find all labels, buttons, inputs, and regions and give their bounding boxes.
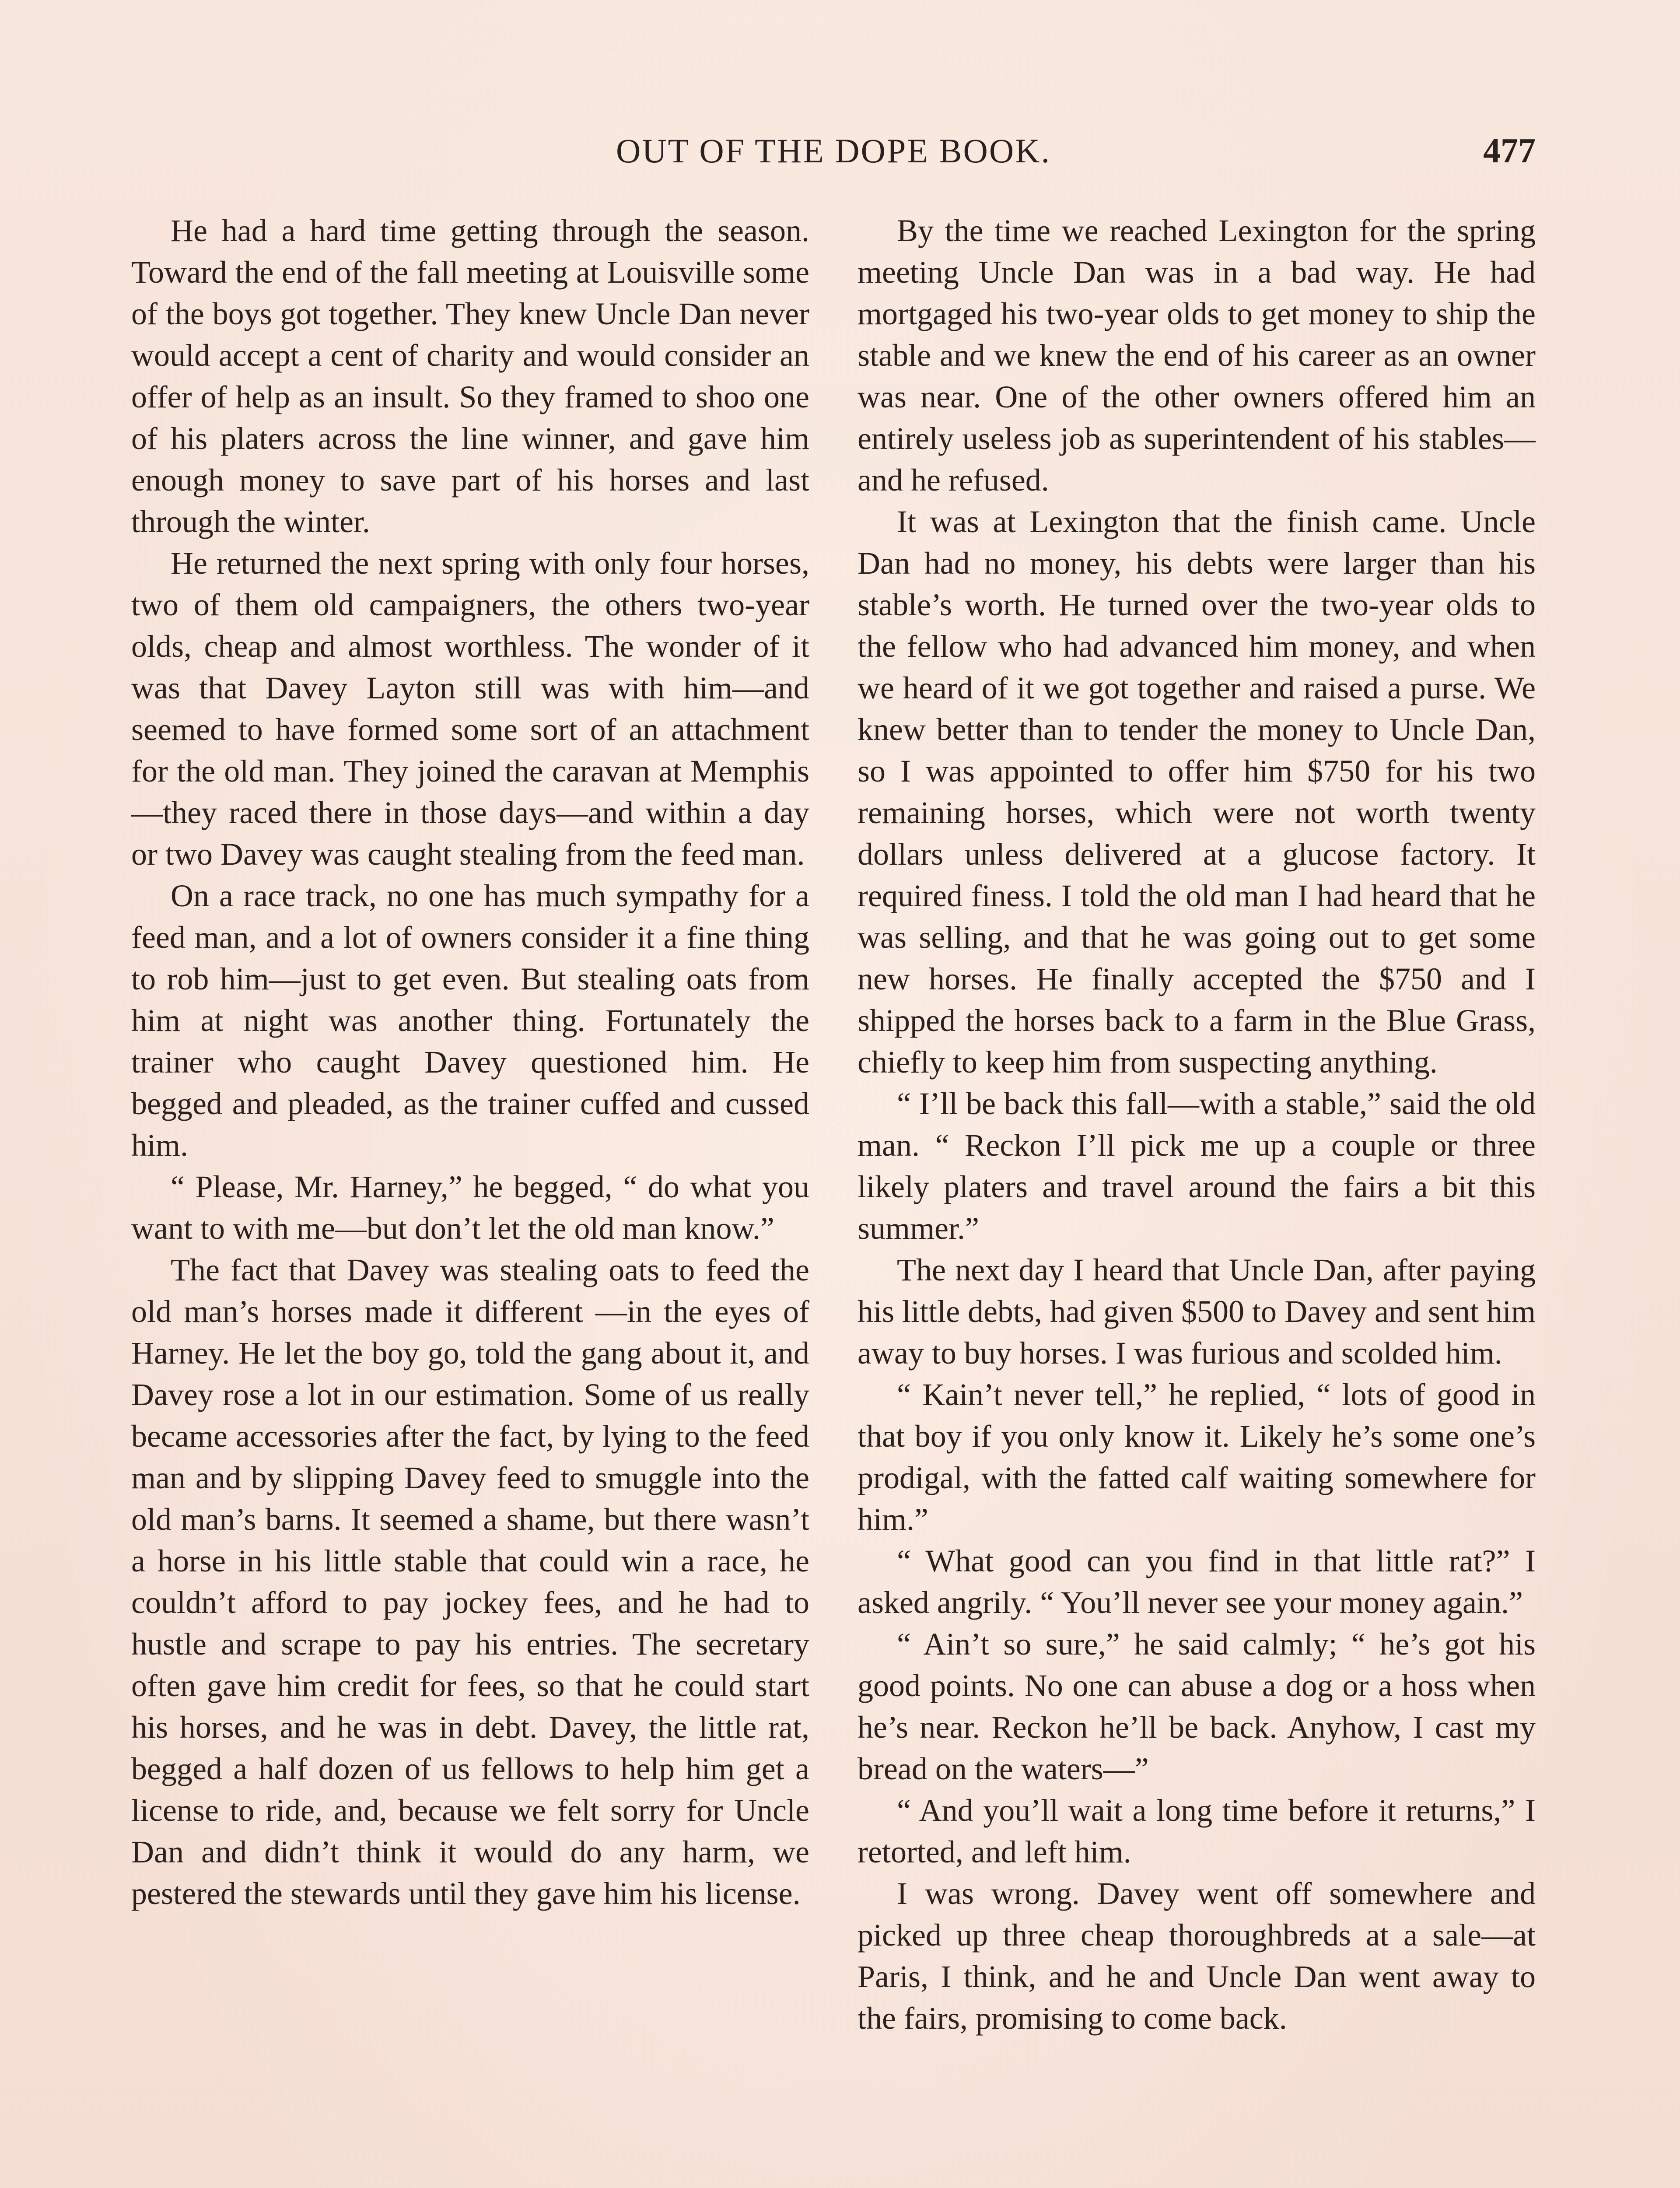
paragraph: “ Ain’t so sure,” he said calmly; “ he’s got his good points. No one can abuse a dog or a hoss when he’s near. Reckon he’ll be back. Anyhow, I cast my bread on the waters—” [858,1627,1536,1786]
paragraph: The fact that Davey was stealing oats to feed the old man’s horses made it different —in the eyes of Harney. He let the boy go, told the gang about it, and Davey rose a lot in our estimation. Some of us really became accessories after the fact, by lying to the feed man and by slipping Davey feed to smuggle into the old man’s barns. It seemed a shame, but there wasn’t a horse in his little stable that could win a race, he couldn’t afford to pay jockey fees, and he had to hustle and scrape to pay his entries. The secretary often gave him credit for fees, so that he could start his horses, and he was in debt. Davey, the little rat, begged a half dozen of us fellows to help him get a license to ride, and, because we felt sorry for Uncle Dan and didn’t think it would do any harm, we pestered the stewards until they gave him his license. [131,1252,809,1911]
paragraph: “ Please, Mr. Harney,” he begged, “ do what you want to with me—but don’t let the old man know.” [131,1169,809,1246]
left-column [131,210,809,2188]
paragraph: He had a hard time getting through the season. Toward the end of the fall meeting at Louisville some of the boys got together. They knew Uncle Dan never would accept a cent of charity and would consider an offer of help as an insult. So they framed to shoo one of his platers across the line winner, and gave him enough money to save part of his horses and last through the winter. [131,213,809,539]
paragraph: “ Kain’t never tell,” he replied, “ lots of good in that boy if you only know it. Likely he’s some one’s prodigal, with the fatted calf waiting somewhere for him.” [858,1377,1536,1537]
right-column [858,210,1536,2188]
running-title: OUT OF THE DOPE BOOK. [616,132,1051,170]
text-columns [131,210,1536,2188]
paragraph: It was at Lexington that the finish came. Uncle Dan had no money, his debts were larger than his stable’s worth. He turned over the two-year olds to the fellow who had advanced him money, and when we heard of it we got together and raised a purse. We knew better than to tender the money to Uncle Dan, so I was appointed to offer him $750 for his two remaining horses, which were not worth twenty dollars unless delivered at a glucose factory. It required finess. I told the old man I had heard that he was selling, and that he was going out to get some new horses. He finally accepted the $750 and I shipped the horses back to a farm in the Blue Grass, chiefly to keep him from suspecting anything. [858,504,1536,1080]
paragraph: He returned the next spring with only four horses, two of them old campaigners, the others two-year olds, cheap and almost worthless. The wonder of it was that Davey Layton still was with him—and seemed to have formed some sort of an attachment for the old man. They joined the caravan at Memphis—they raced there in those days—and within a day or two Davey was caught stealing from the feed man. [131,546,809,872]
paragraph: “ I’ll be back this fall—with a stable,” said the old man. “ Reckon I’ll pick me up a couple or three likely platers and travel around the fairs a bit this summer.” [858,1086,1536,1246]
paragraph: I was wrong. Davey went off somewhere and picked up three cheap thoroughbreds at a sale—at Paris, I think, and he and Uncle Dan went away to the fairs, promising to come back. [858,1876,1536,2036]
page-number: 477 [1483,132,1536,170]
paragraph: On a race track, no one has much sympathy for a feed man, and a lot of owners consider it a fine thing to rob him—just to get even. But stealing oats from him at night was another thing. Fortunately the trainer who caught Davey questioned him. He begged and pleaded, as the trainer cuffed and cussed him. [131,878,809,1163]
paragraph: “ And you’ll wait a long time before it returns,” I retorted, and left him. [858,1793,1536,1869]
paragraph: “ What good can you find in that little rat?” I asked angrily. “ You’ll never see your money again.” [858,1543,1536,1620]
paragraph: By the time we reached Lexington for the spring meeting Uncle Dan was in a bad way. He had mortgaged his two-year olds to get money to ship the stable and we knew the end of his career as an owner was near. One of the other owners offered him an entirely useless job as superintendent of his stables—and he refused. [858,213,1536,498]
running-head [131,131,1536,184]
paragraph: The next day I heard that Uncle Dan, after paying his little debts, had given $500 to Davey and sent him away to buy horses. I was furious and scolded him. [858,1252,1536,1371]
